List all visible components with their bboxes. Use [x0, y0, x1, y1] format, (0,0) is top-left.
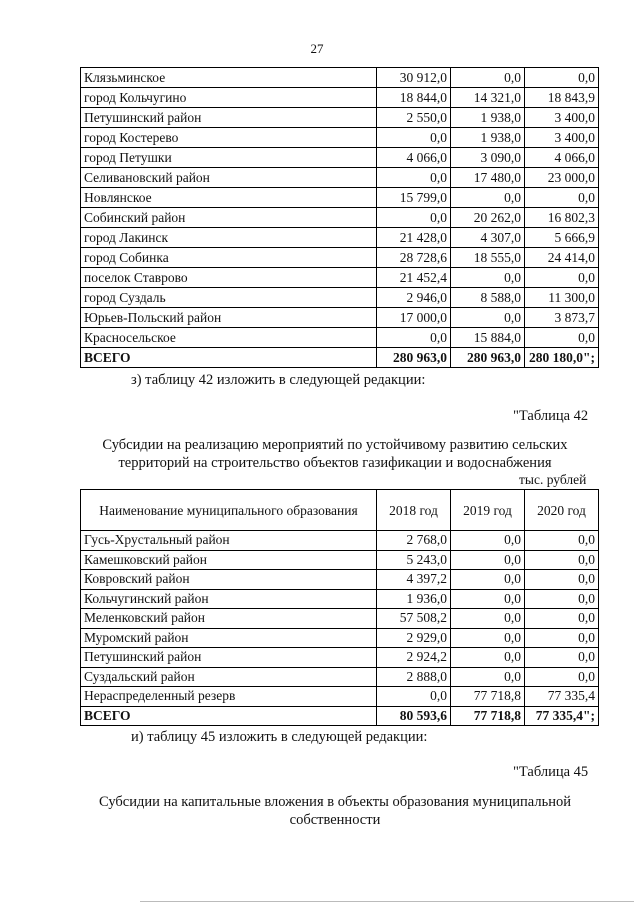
- municipality-cell: город Лакинск: [81, 228, 377, 248]
- table-row: [81, 550, 599, 570]
- table-row: [81, 531, 599, 551]
- value-2018-cell: 5 243,0: [377, 550, 451, 570]
- value-2020-cell: 23 000,0: [525, 168, 599, 188]
- table-42-header-row: [81, 490, 599, 531]
- value-2020-cell: 77 335,4: [525, 687, 599, 707]
- table-42-title-line-1: Субсидии на реализацию мероприятий по устойчивому развитию сельских: [102, 437, 568, 453]
- municipality-cell: Петушинский район: [81, 108, 377, 128]
- value-2018-cell: 1 936,0: [377, 589, 451, 609]
- value-2018-cell: 2 768,0: [377, 531, 451, 551]
- table-row: [81, 188, 599, 208]
- municipality-cell: Ковровский район: [81, 570, 377, 590]
- table-row: [81, 228, 599, 248]
- value-2019-cell: 0,0: [451, 570, 525, 590]
- table-row: [81, 288, 599, 308]
- value-2018-cell: 2 929,0: [377, 628, 451, 648]
- municipality-cell: город Петушки: [81, 148, 377, 168]
- table-row: [81, 648, 599, 668]
- value-2020-cell: 4 066,0: [525, 148, 599, 168]
- table-row: [81, 328, 599, 348]
- municipality-cell: Юрьев-Польский район: [81, 308, 377, 328]
- municipality-cell: ВСЕГО: [81, 348, 377, 368]
- value-2019-cell: 1 938,0: [451, 128, 525, 148]
- value-2020-cell: 0,0: [525, 188, 599, 208]
- value-2018-cell: 15 799,0: [377, 188, 451, 208]
- municipality-cell: Суздальский район: [81, 667, 377, 687]
- value-2020-cell: 3 400,0: [525, 128, 599, 148]
- value-2019-cell: 4 307,0: [451, 228, 525, 248]
- value-2018-cell: 80 593,6: [377, 706, 451, 726]
- total-row: [81, 348, 599, 368]
- value-2020-cell: 3 873,7: [525, 308, 599, 328]
- header-2020: 2020 год: [525, 490, 599, 531]
- table-row: [81, 248, 599, 268]
- table-45-title-line-1: Субсидии на капитальные вложения в объекты образования муниципальной: [99, 794, 571, 810]
- value-2019-cell: 0,0: [451, 68, 525, 88]
- table-45-title: [70, 793, 600, 829]
- value-2019-cell: 0,0: [451, 667, 525, 687]
- value-2019-cell: 8 588,0: [451, 288, 525, 308]
- value-2020-cell: 5 666,9: [525, 228, 599, 248]
- value-2019-cell: 77 718,8: [451, 687, 525, 707]
- header-2019: 2019 год: [451, 490, 525, 531]
- municipality-cell: город Собинка: [81, 248, 377, 268]
- value-2019-cell: 0,0: [451, 268, 525, 288]
- value-2020-cell: 77 335,4";: [525, 706, 599, 726]
- paragraph-i: и) таблицу 45 изложить в следующей редакции:: [131, 729, 428, 745]
- subsidies-table-continued: [80, 67, 599, 368]
- value-2019-cell: 14 321,0: [451, 88, 525, 108]
- value-2019-cell: 280 963,0: [451, 348, 525, 368]
- value-2020-cell: 0,0: [525, 550, 599, 570]
- value-2019-cell: 17 480,0: [451, 168, 525, 188]
- municipality-cell: Нераспределенный резерв: [81, 687, 377, 707]
- value-2019-cell: 15 884,0: [451, 328, 525, 348]
- page-number: 27: [310, 41, 324, 56]
- municipality-cell: Красносельское: [81, 328, 377, 348]
- municipality-cell: Меленковский район: [81, 609, 377, 629]
- value-2018-cell: 2 888,0: [377, 667, 451, 687]
- table-row: [81, 88, 599, 108]
- value-2020-cell: 0,0: [525, 531, 599, 551]
- table-row: [81, 628, 599, 648]
- value-2018-cell: 4 397,2: [377, 570, 451, 590]
- value-2020-cell: 11 300,0: [525, 288, 599, 308]
- value-2018-cell: 0,0: [377, 208, 451, 228]
- value-2020-cell: 280 180,0";: [525, 348, 599, 368]
- value-2018-cell: 17 000,0: [377, 308, 451, 328]
- value-2018-cell: 0,0: [377, 687, 451, 707]
- value-2020-cell: 0,0: [525, 589, 599, 609]
- value-2019-cell: 77 718,8: [451, 706, 525, 726]
- value-2020-cell: 0,0: [525, 628, 599, 648]
- table-45-label: "Таблица 45: [513, 764, 589, 780]
- municipality-cell: город Кольчугино: [81, 88, 377, 108]
- value-2019-cell: 20 262,0: [451, 208, 525, 228]
- value-2020-cell: 0,0: [525, 667, 599, 687]
- value-2018-cell: 21 428,0: [377, 228, 451, 248]
- value-2018-cell: 0,0: [377, 328, 451, 348]
- table-42-title-line-2: территорий на строительство объектов газификации и водоснабжения: [118, 455, 552, 471]
- value-2018-cell: 0,0: [377, 128, 451, 148]
- scan-edge-line: [140, 901, 634, 902]
- table-row: [81, 148, 599, 168]
- municipality-cell: ВСЕГО: [81, 706, 377, 726]
- value-2019-cell: 0,0: [451, 628, 525, 648]
- value-2018-cell: 2 924,2: [377, 648, 451, 668]
- table-row: [81, 128, 599, 148]
- municipality-cell: Селивановский район: [81, 168, 377, 188]
- header-municipality: Наименование муниципального образования: [81, 490, 377, 531]
- municipality-cell: Муромский район: [81, 628, 377, 648]
- value-2018-cell: 2 946,0: [377, 288, 451, 308]
- table-row: [81, 68, 599, 88]
- table-row: [81, 687, 599, 707]
- municipality-cell: Новлянское: [81, 188, 377, 208]
- table-row: [81, 268, 599, 288]
- value-2018-cell: 21 452,4: [377, 268, 451, 288]
- value-2019-cell: 0,0: [451, 308, 525, 328]
- value-2018-cell: 4 066,0: [377, 148, 451, 168]
- value-2019-cell: 0,0: [451, 609, 525, 629]
- table-42: [80, 489, 599, 726]
- value-2019-cell: 0,0: [451, 531, 525, 551]
- value-2018-cell: 30 912,0: [377, 68, 451, 88]
- municipality-cell: Клязьминское: [81, 68, 377, 88]
- value-2019-cell: 1 938,0: [451, 108, 525, 128]
- value-2018-cell: 280 963,0: [377, 348, 451, 368]
- table-row: [81, 589, 599, 609]
- value-2020-cell: 0,0: [525, 609, 599, 629]
- table-row: [81, 208, 599, 228]
- total-row: [81, 706, 599, 726]
- value-2020-cell: 3 400,0: [525, 108, 599, 128]
- value-2019-cell: 0,0: [451, 589, 525, 609]
- value-2020-cell: 18 843,9: [525, 88, 599, 108]
- value-2018-cell: 57 508,2: [377, 609, 451, 629]
- value-2019-cell: 0,0: [451, 188, 525, 208]
- paragraph-z: з) таблицу 42 изложить в следующей редакции:: [131, 372, 426, 388]
- table-row: [81, 308, 599, 328]
- value-2020-cell: 16 802,3: [525, 208, 599, 228]
- table-42-title: [70, 436, 600, 472]
- table-row: [81, 570, 599, 590]
- value-2019-cell: 3 090,0: [451, 148, 525, 168]
- municipality-cell: город Костерево: [81, 128, 377, 148]
- value-2018-cell: 28 728,6: [377, 248, 451, 268]
- value-2020-cell: 24 414,0: [525, 248, 599, 268]
- value-2020-cell: 0,0: [525, 328, 599, 348]
- municipality-cell: поселок Ставрово: [81, 268, 377, 288]
- value-2018-cell: 18 844,0: [377, 88, 451, 108]
- table-row: [81, 168, 599, 188]
- municipality-cell: Собинский район: [81, 208, 377, 228]
- value-2019-cell: 18 555,0: [451, 248, 525, 268]
- municipality-cell: Камешковский район: [81, 550, 377, 570]
- municipality-cell: Петушинский район: [81, 648, 377, 668]
- table-45-title-line-2: собственности: [289, 812, 381, 828]
- value-2018-cell: 0,0: [377, 168, 451, 188]
- header-2018: 2018 год: [377, 490, 451, 531]
- value-2020-cell: 0,0: [525, 68, 599, 88]
- table-row: [81, 108, 599, 128]
- value-2019-cell: 0,0: [451, 550, 525, 570]
- units-label: тыс. рублей: [519, 472, 587, 487]
- municipality-cell: город Суздаль: [81, 288, 377, 308]
- value-2020-cell: 0,0: [525, 268, 599, 288]
- table-42-label: "Таблица 42: [513, 408, 589, 424]
- value-2020-cell: 0,0: [525, 648, 599, 668]
- value-2020-cell: 0,0: [525, 570, 599, 590]
- municipality-cell: Гусь-Хрустальный район: [81, 531, 377, 551]
- table-row: [81, 667, 599, 687]
- table-row: [81, 609, 599, 629]
- value-2019-cell: 0,0: [451, 648, 525, 668]
- municipality-cell: Кольчугинский район: [81, 589, 377, 609]
- value-2018-cell: 2 550,0: [377, 108, 451, 128]
